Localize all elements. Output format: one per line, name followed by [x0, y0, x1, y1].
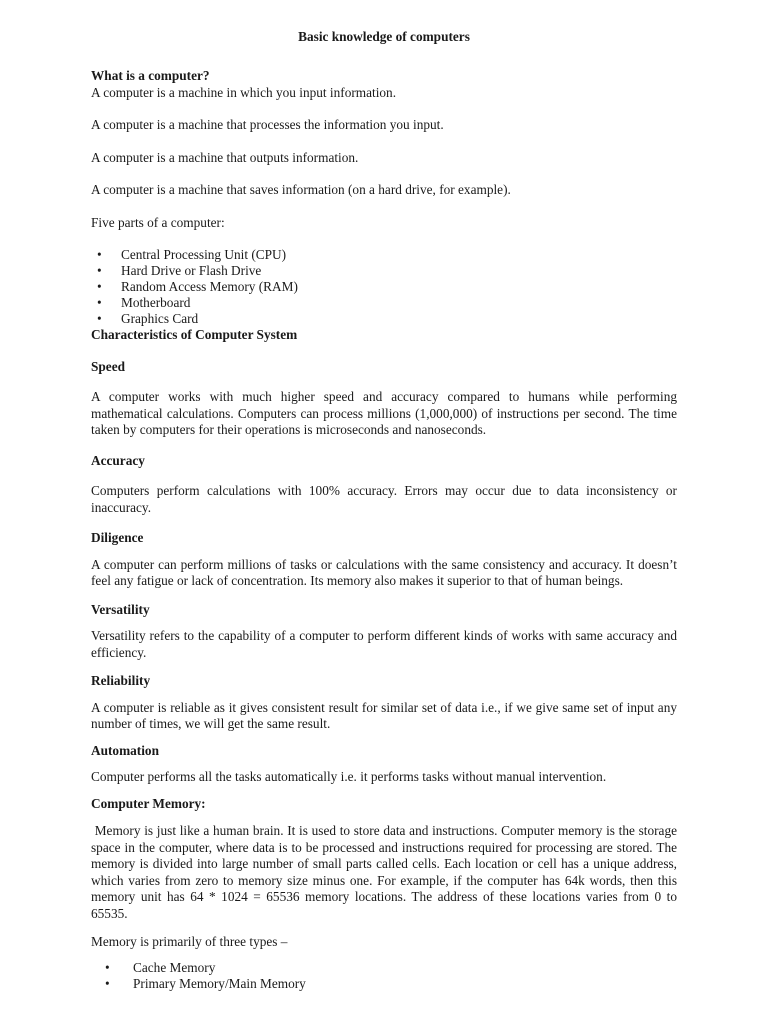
- section-body-reliability: A computer is reliable as it gives consistent result for similar set of data i.e., if we give same set of input any number of times, we will get the same result.: [91, 699, 677, 731]
- bullet-icon: •: [97, 279, 102, 294]
- bullet-icon: •: [97, 263, 102, 278]
- memory-heading: Computer Memory:: [91, 795, 206, 811]
- section-title-versatility: Versatility: [91, 601, 150, 617]
- bullet-icon: •: [97, 295, 102, 310]
- memory-types-list: [91, 960, 677, 992]
- bullet-icon: •: [97, 247, 102, 262]
- bullet-icon: •: [97, 311, 102, 326]
- section-title-automation: Automation: [91, 742, 159, 758]
- document-page: [91, 28, 681, 992]
- section-body-speed: A computer works with much higher speed and accuracy compared to humans while performing mathematical calculations. Computers can process millions (1,000,000) of instructions per second. The time taken by computers for their operations is microseconds and nanoseconds.: [91, 389, 677, 437]
- list-item: • Primary Memory/Main Memory: [105, 975, 306, 991]
- section-body-automation: Computer performs all the tasks automatically i.e. it performs tasks without manual intervention.: [91, 769, 607, 784]
- intro-line: A computer is a machine that processes the information you input.: [91, 117, 444, 132]
- section-body-versatility: Versatility refers to the capability of a computer to perform different kinds of works with same accuracy and efficiency.: [91, 628, 677, 660]
- memory-types-intro: Memory is primarily of three types –: [91, 934, 288, 949]
- section-title-speed: Speed: [91, 358, 125, 374]
- section-title-diligence: Diligence: [91, 530, 144, 545]
- bullet-icon: •: [105, 959, 110, 975]
- list-item: • Cache Memory: [105, 959, 216, 975]
- list-item: • Random Access Memory (RAM): [97, 279, 298, 294]
- list-item: • Hard Drive or Flash Drive: [97, 263, 262, 278]
- intro-line: A computer is a machine that saves information (on a hard drive, for example).: [91, 182, 511, 197]
- list-item: • Motherboard: [97, 295, 191, 310]
- bullet-icon: •: [105, 975, 110, 991]
- list-item: • Graphics Card: [97, 311, 199, 326]
- list-item: • Central Processing Unit (CPU): [97, 247, 287, 262]
- section-body-diligence: A computer can perform millions of tasks or calculations with the same consistency and accuracy. It doesn’t feel any fatigue or lack of concentration. Its memory also makes it superior to that of human beings.: [91, 556, 677, 588]
- section-title-accuracy: Accuracy: [91, 452, 145, 468]
- intro-heading: What is a computer?: [91, 68, 210, 83]
- intro-line: A computer is a machine in which you input information.: [91, 84, 397, 100]
- parts-list: [91, 247, 677, 327]
- parts-heading: Five parts of a computer:: [91, 214, 225, 230]
- memory-body: Memory is just like a human brain. It is used to store data and instructions. Computer memory is the storage space in the computer, where data is to be processed and instructions required for processing are stored. The memory is divided into large number of small parts called cells. Each location or cell has a unique address, which varies from zero to memory size minus one. For example, if the computer has 64k words, then this memory unit has 64 * 1024 = 65536 memory locations. The address of these locations varies from 0 to 65535.: [91, 823, 681, 921]
- document-title: Basic knowledge of computers: [298, 29, 470, 44]
- section-title-reliability: Reliability: [91, 673, 151, 688]
- intro-line: A computer is a machine that outputs information.: [91, 149, 359, 165]
- section-body-accuracy: Computers perform calculations with 100% accuracy. Errors may occur due to data inconsistency or inaccuracy.: [91, 483, 677, 515]
- characteristics-heading: Characteristics of Computer System: [91, 327, 298, 342]
